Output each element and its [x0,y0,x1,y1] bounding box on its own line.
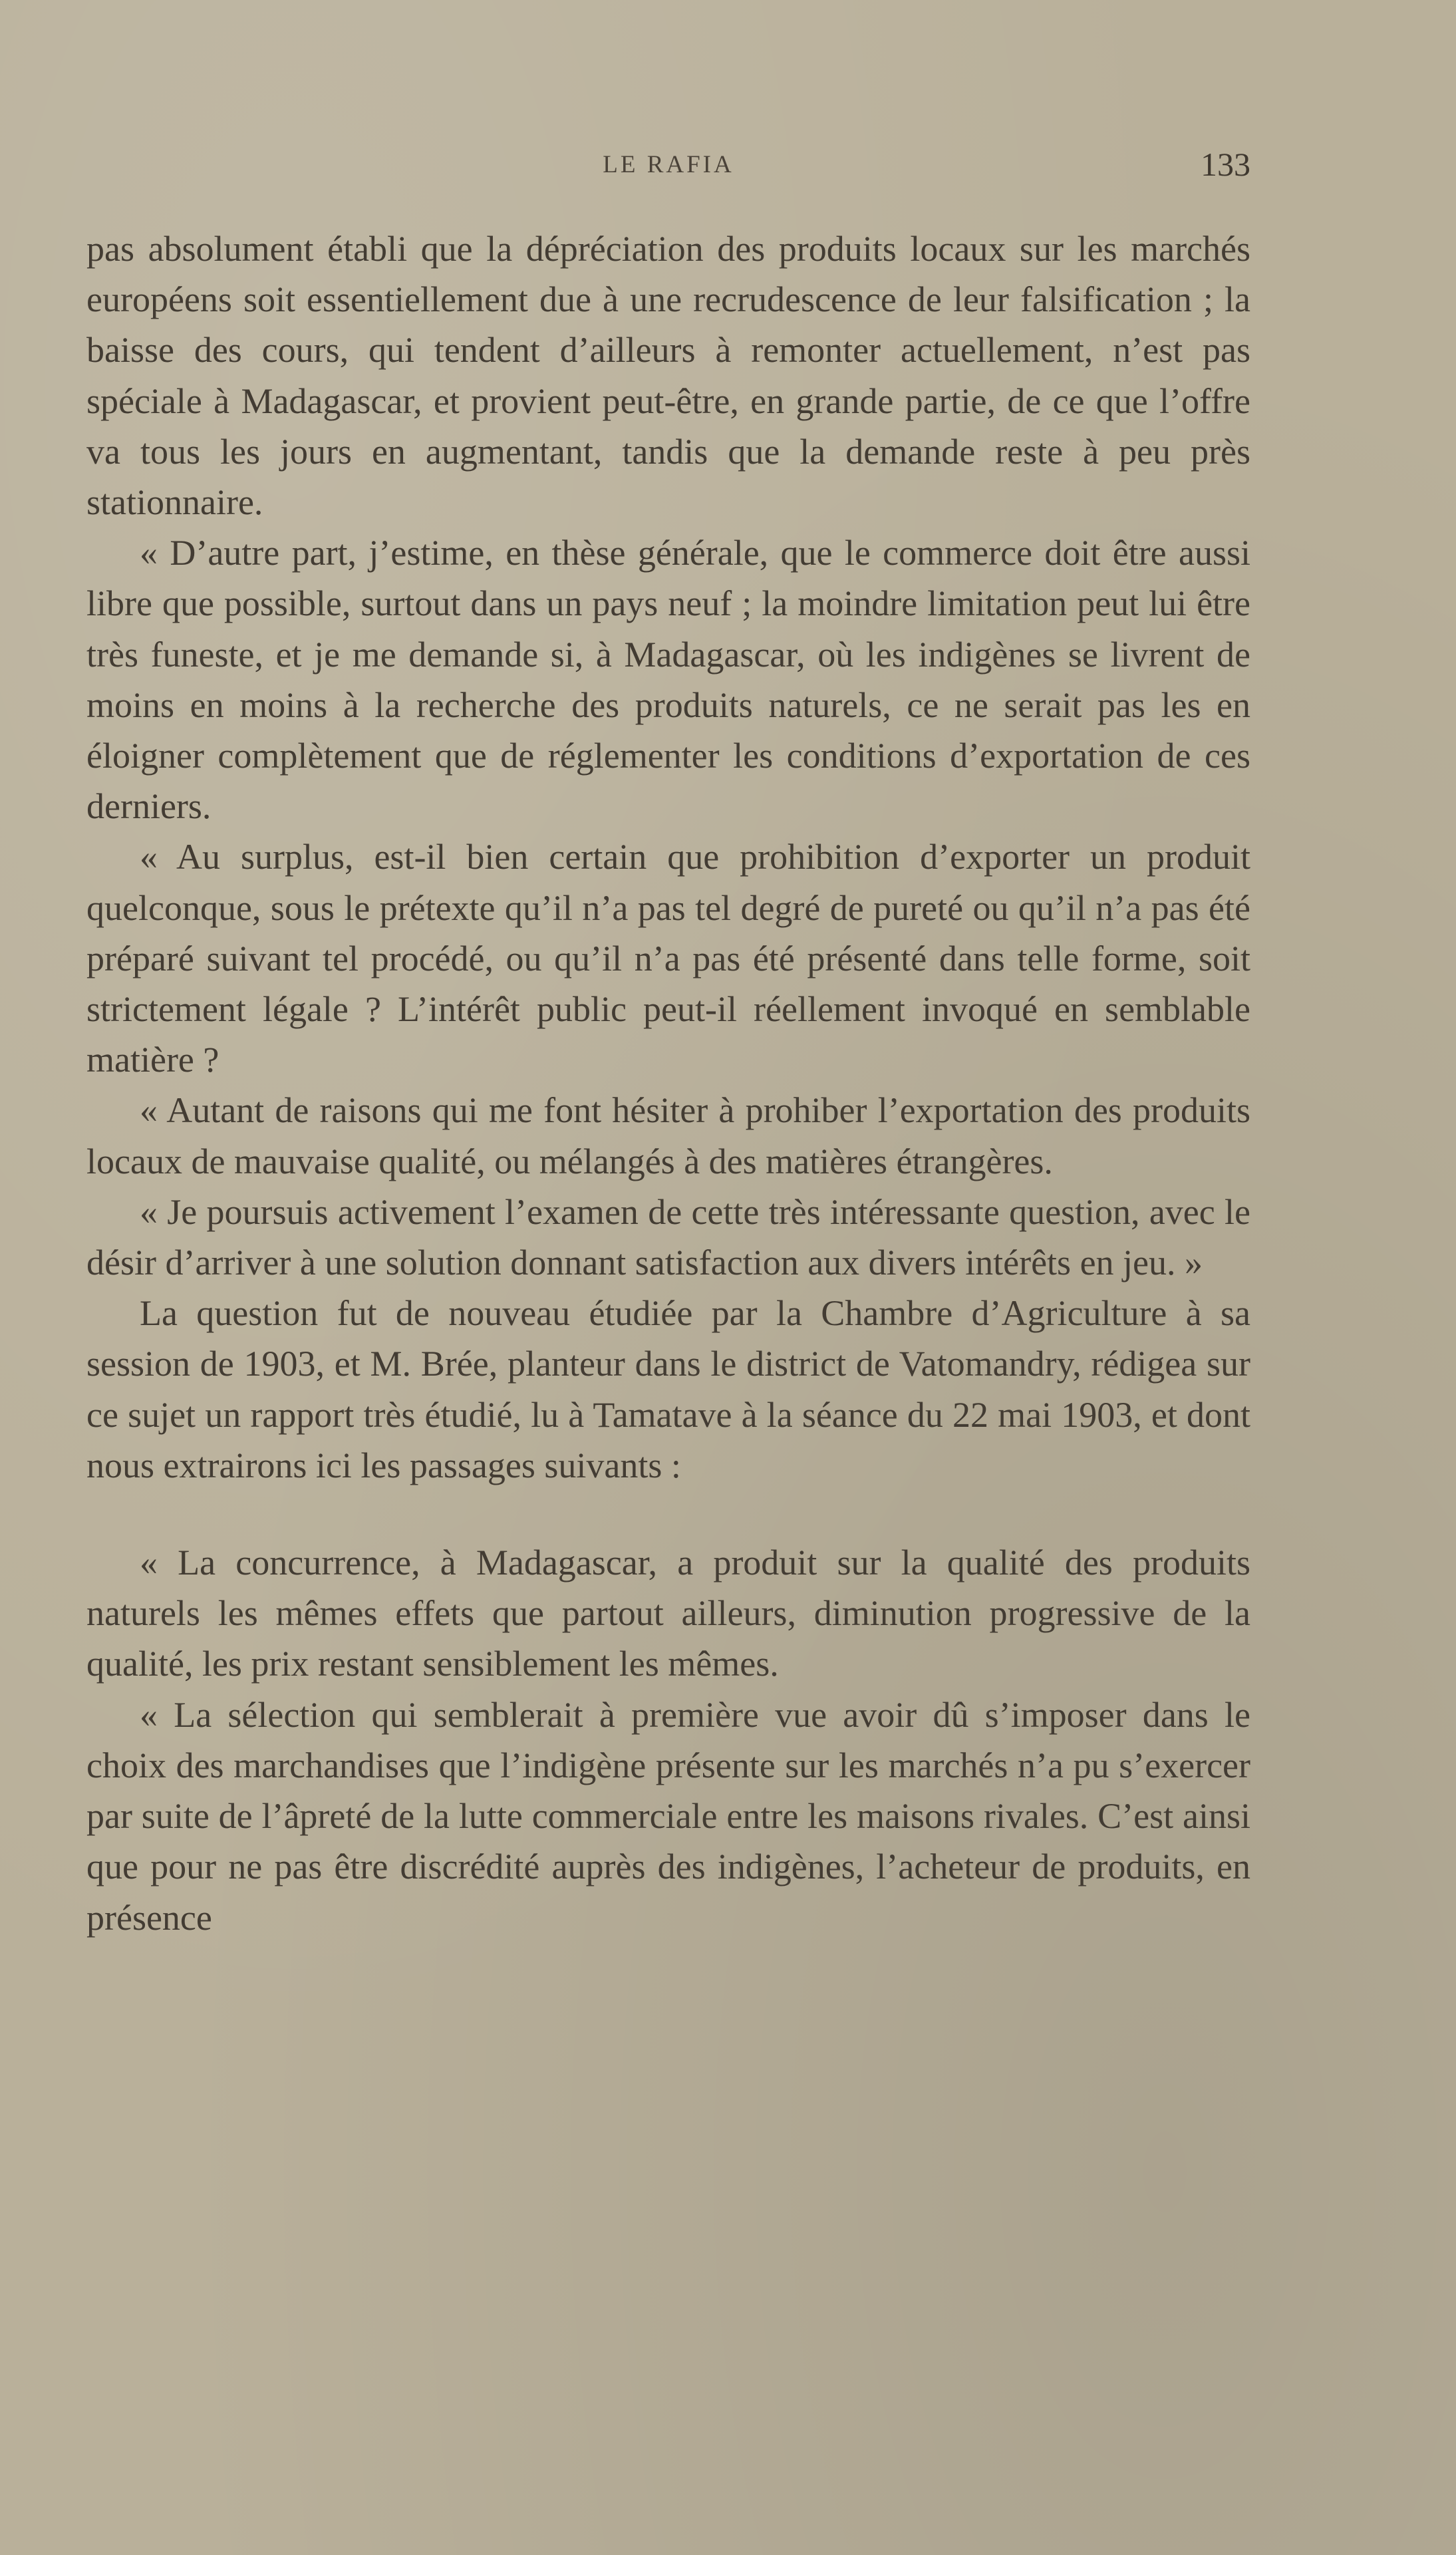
body-text [86,224,1250,1943]
paragraph-quote: « Autant de raisons qui me font hésiter à prohiber l’exportation des produits locaux de mauvaise qualité, ou mélangés à des matières étrangères. [86,1090,1250,1181]
paragraph-quote: « Je poursuis activement l’examen de cette très intéressante question, avec le désir d’arriver à une solution donnant satisfaction aux divers intérêts en jeu. » [86,1191,1250,1283]
running-head [86,146,1250,190]
paragraph-quote: « La sélection qui semblerait à première vue avoir dû s’imposer dans le choix des marchandises que l’indigène présente sur les marchés n’a pu s’exercer par suite de l’âpreté de la lutte commerciale entre les maisons rivales. C’est ainsi que pour ne pas être discrédité auprès des indigènes, l’acheteur de produits, en présence [86,1694,1250,1938]
page-number: 133 [1201,146,1250,183]
paragraph-quote: « La concurrence, à Madagascar, a produit sur la qualité des produits naturels les mêmes effets que partout ailleurs, diminution progressive de la qualité, les prix restant sensiblement les mêmes. [86,1543,1250,1684]
paragraph-narrative: La question fut de nouveau étudiée par la Chambre d’Agriculture à sa session de 1903, et M. Brée, planteur dans le district de Vatomandry, rédigea sur ce sujet un rapport très étudié, lu à Tamatave à la séance du 22 mai 1903, et dont nous extrairons ici les passages suivants : [86,1293,1250,1485]
paragraph-continuation: pas absolument établi que la dépréciation des produits locaux sur les marchés européens soit essentiellement due à une recrudescence de leur falsification ; la baisse des cours, qui tendent d’ailleurs à remonter actuellement, n’est pas spéciale à Madagascar, et provient peut-être, en grande partie, de ce que l’offre va tous les jours en augmentant, tandis que la demande reste à peu près stationnaire. [86,229,1250,523]
paragraph-quote: « Au surplus, est-il bien certain que prohibition d’exporter un produit quelconque, sous le prétexte qu’il n’a pas tel degré de pureté ou qu’il n’a pas été préparé suivant tel procédé, ou qu’il n’a pas été présenté dans telle forme, soit strictement légale ? L’intérêt public peut-il réellement invoqué en semblable matière ? [86,837,1250,1080]
running-title: LE RAFIA [603,151,734,178]
paragraph-quote: « D’autre part, j’estime, en thèse générale, que le commerce doit être aussi libre que possible, surtout dans un pays neuf ; la moindre limitation peut lui être très funeste, et je me demande si, à Madagascar, où les indigènes se livrent de moins en moins à la recherche des produits naturels, ce ne serait pas les en éloigner complètement que de réglementer les conditions d’exportation de ces derniers. [86,533,1250,827]
